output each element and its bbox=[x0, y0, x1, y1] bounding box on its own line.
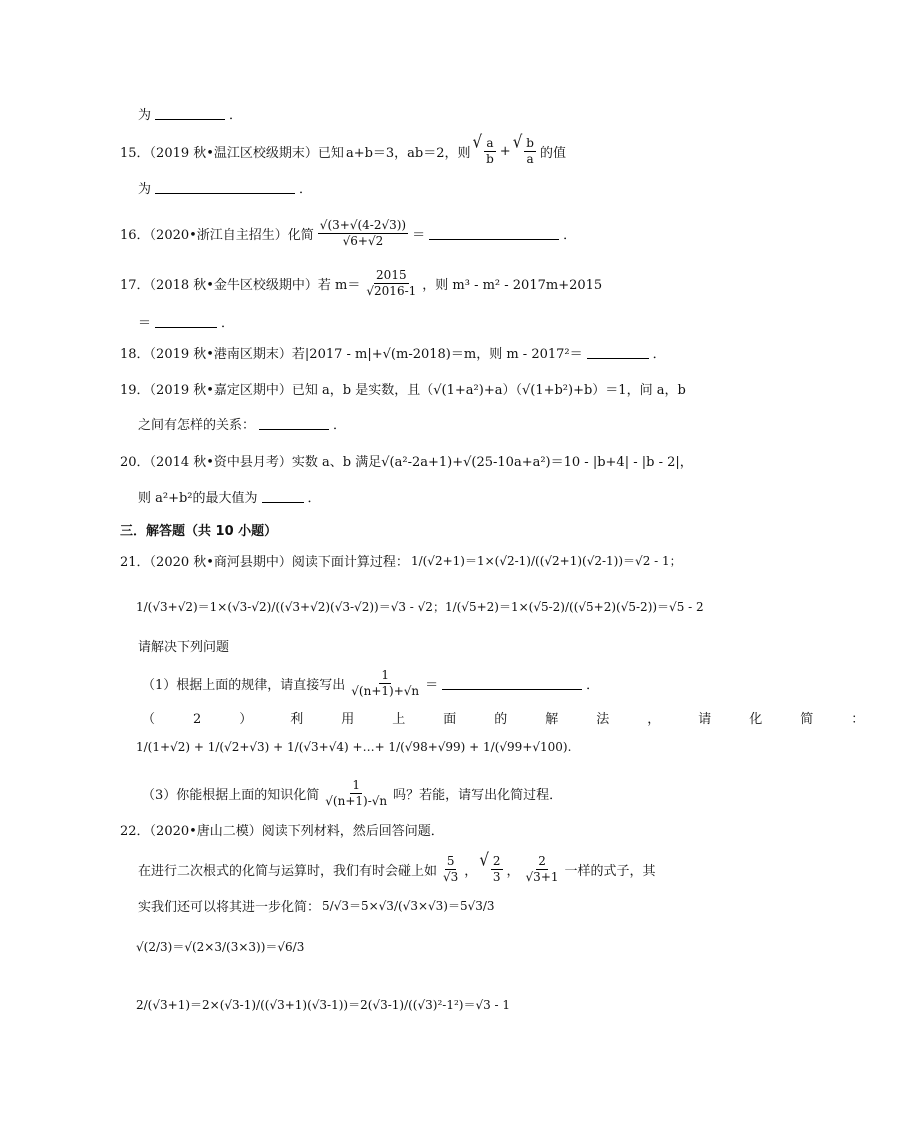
q22-text2: 实我们还可以将其进一步化简： 5/√3＝5×√3/(√3×√3)＝5√3/3 bbox=[138, 899, 495, 915]
q14-tail: 为 ． bbox=[138, 108, 243, 123]
answer-blank[interactable] bbox=[155, 181, 295, 194]
answer-blank[interactable] bbox=[262, 490, 304, 503]
q21-q1: （1）根据上面的规律，请直接写出 $\frac{1}{√(n+1)+√n}$ ＝ ． bbox=[142, 668, 600, 698]
answer-blank[interactable] bbox=[155, 107, 225, 120]
q22-eq2: √(2/3)＝√(2×3/(3×3))＝√6/3 bbox=[136, 940, 305, 954]
q22-eq3: 2/(√3+1)＝2×(√3-1)/((√3+1)(√3-1))＝2(√3-1)/((√3)²-1²)＝√3 - 1 bbox=[136, 998, 511, 1012]
q21-q1-fraction: $\frac{1}{√(n+1)+√n}$ bbox=[351, 668, 420, 698]
section-heading: 三．解答题（共 10 小题） bbox=[120, 524, 278, 539]
q21-q3-fraction: $\frac{1}{√(n+1)-√n}$ bbox=[325, 778, 388, 808]
q17-line2: ＝ ． bbox=[138, 316, 235, 331]
answer-blank[interactable] bbox=[442, 677, 582, 690]
q21-q2: （2）利用上面的解法，请化简： bbox=[142, 712, 902, 727]
answer-blank[interactable] bbox=[155, 315, 217, 328]
q19: 19．（2019 秋•嘉定区期中）已知 a，b 是实数，且（√(1+a²)+a）（√(1+b²)+b）＝1，问 a，b bbox=[120, 383, 686, 398]
q21-q2-expression: 1/(1+√2) + 1/(√2+√3) + 1/(√3+√4) +…+ 1/(√98+√99) + 1/(√99+√100). bbox=[136, 740, 572, 754]
q19-line2: 之间有怎样的关系： ． bbox=[138, 418, 347, 433]
q21-q3: （3）你能根据上面的知识化简 $\frac{1}{√(n+1)-√n}$ 吗？若能，请写出化简过程． bbox=[142, 778, 563, 808]
answer-blank[interactable] bbox=[259, 417, 329, 430]
q21-ask: 请解决下列问题 bbox=[138, 640, 230, 655]
q17: 17．（2018 秋•金牛区校级期中）若 m＝ $\frac{2015}{√2016-1}$ ，则 m³ - m² - 2017m+2015 bbox=[120, 268, 603, 298]
q16-fraction: $\frac{√(3+√(4-2√3))}{√6+√2}$ bbox=[319, 218, 407, 248]
q21-eq2: 1/(√3+√2)＝1×(√3-√2)/((√3+√2)(√3-√2))＝√3 - √2；1/(√5+2)＝1×(√5-2)/((√5+2)(√5-2))＝√5 - 2 bbox=[136, 600, 704, 614]
q16: 16．（2020•浙江自主招生）化简 $\frac{√(3+√(4-2√3))}{√6+√2}$ ＝ ． bbox=[120, 218, 577, 248]
answer-blank[interactable] bbox=[429, 227, 559, 240]
q20-line2: 则 a²+b²的最大值为 ． bbox=[138, 491, 321, 506]
answer-blank[interactable] bbox=[587, 346, 649, 359]
q20: 20．（2014 秋•资中县月考）实数 a、b 满足√(a²-2a+1)+√(25-10a+a²)＝10 - |b+4| - |b - 2|， bbox=[120, 455, 693, 470]
q18: 18．（2019 秋•港南区期末）若|2017 - m|+√(m-2018)＝m，则 m - 2017²＝ ． bbox=[120, 347, 666, 362]
q21-intro: 21．（2020 秋•商河县期中）阅读下面计算过程： 1/(√2+1)＝1×(√2-1)/((√2+1)(√2-1))＝√2 - 1； bbox=[120, 554, 682, 570]
q17-fraction: $\frac{2015}{√2016-1}$ bbox=[366, 268, 417, 298]
q22-text1: 在进行二次根式的化简与运算时，我们有时会碰上如 $\frac{5}{√3}$ ， √ $\frac{2}{3}$ ， $\frac{2}{√3+1}$ 一样的式子，其 bbox=[138, 849, 656, 884]
q15: 15．（2019 秋•温江区校级期末）已知 a+b＝3，ab＝2，则 √ $\frac{a}{b}$ + √ $\frac{b}{a}$ 的值 bbox=[120, 131, 566, 166]
q15-line2: 为 ． bbox=[138, 182, 313, 197]
q22-intro: 22．（2020•唐山二模）阅读下列材料，然后回答问题． bbox=[120, 824, 444, 839]
